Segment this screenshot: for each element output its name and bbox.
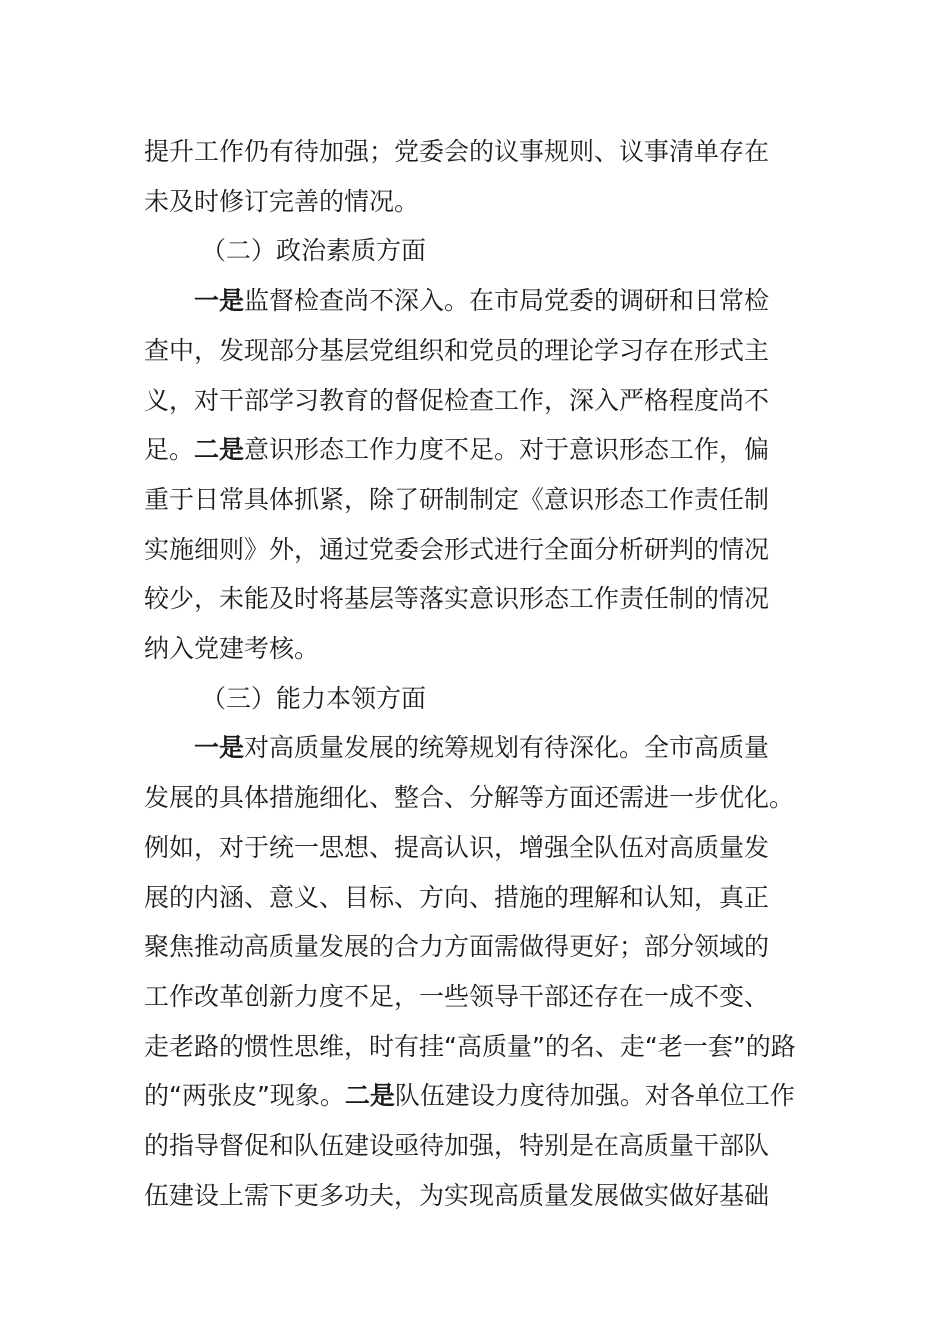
document-body: [144, 127, 809, 1220]
line-text: 走老路的惯性思维，时有挂“高质量”的名、走“老一套”的路: [144, 1031, 796, 1061]
paragraph-line: [144, 773, 809, 823]
paragraph-line: [144, 1071, 809, 1121]
bold-marker: 二是: [194, 435, 245, 465]
heading-text: （三）能力本领方面: [201, 683, 427, 713]
paragraph-line: [144, 873, 809, 923]
bold-marker: 一是: [194, 733, 245, 763]
line-text: 例如，对于统一思想、提高认识，增强全队伍对高质量发: [144, 832, 770, 862]
section-heading-3: [144, 674, 809, 724]
paragraph-line: [144, 823, 809, 873]
paragraph-line: [144, 177, 809, 227]
line-text: 实施细则》外，通过党委会形式进行全面分析研判的情况: [144, 534, 770, 564]
line-text: 发展的具体措施细化、整合、分解等方面还需进一步优化。: [144, 783, 795, 813]
line-text: 意识形态工作力度不足。对于意识形态工作，偏: [244, 435, 770, 465]
line-text: 查中，发现部分基层党组织和党员的理论学习存在形式主: [144, 335, 770, 365]
paragraph-line: [144, 525, 809, 575]
section-heading-2: [144, 226, 809, 276]
line-text: 重于日常具体抓紧，除了研制制定《意识形态工作责任制: [144, 484, 770, 514]
line-text: 队伍建设力度待加强。对各单位工作: [394, 1081, 795, 1111]
line-text: 的指导督促和队伍建设亟待加强，特别是在高质量干部队: [144, 1131, 770, 1161]
line-text: 工作改革创新力度不足，一些领导干部还存在一成不变、: [144, 981, 770, 1011]
line-text: 监督检查尚不深入。在市局党委的调研和日常检: [244, 286, 770, 316]
line-text: 聚焦推动高质量发展的合力方面需做得更好；部分领域的: [144, 932, 770, 962]
bold-marker: 一是: [194, 286, 245, 316]
line-text: 未及时修订完善的情况。: [144, 186, 420, 216]
line-text: 展的内涵、意义、目标、方向、措施的理解和认知，真正: [144, 882, 770, 912]
paragraph-line: [144, 475, 809, 525]
paragraph-line: [144, 723, 809, 773]
paragraph-line: [144, 972, 809, 1022]
line-text: 较少，未能及时将基层等落实意识形态工作责任制的情况: [144, 584, 770, 614]
paragraph-line: [144, 425, 809, 475]
paragraph-line: [144, 376, 809, 426]
line-text: 伍建设上需下更多功夫，为实现高质量发展做实做好基础: [144, 1180, 770, 1210]
paragraph-line: [144, 326, 809, 376]
paragraph-line: [144, 1121, 809, 1171]
line-text: 义，对干部学习教育的督促检查工作，深入严格程度尚不: [144, 385, 770, 415]
line-text: 提升工作仍有待加强；党委会的议事规则、议事清单存在: [144, 137, 770, 166]
line-text: 对高质量发展的统筹规划有待深化。全市高质量: [244, 733, 770, 763]
heading-text: （二）政治素质方面: [201, 236, 427, 266]
paragraph-line: [144, 1022, 809, 1072]
paragraph-line: [144, 574, 809, 624]
paragraph-line: [144, 1171, 809, 1221]
line-text: 的“两张皮”现象。: [144, 1081, 345, 1111]
paragraph-line: [144, 127, 809, 177]
bold-marker: 二是: [344, 1081, 395, 1111]
line-text: 纳入党建考核。: [144, 634, 320, 664]
line-text: 足。: [144, 435, 195, 465]
paragraph-line: [144, 624, 809, 674]
paragraph-line: [144, 276, 809, 326]
paragraph-line: [144, 922, 809, 972]
